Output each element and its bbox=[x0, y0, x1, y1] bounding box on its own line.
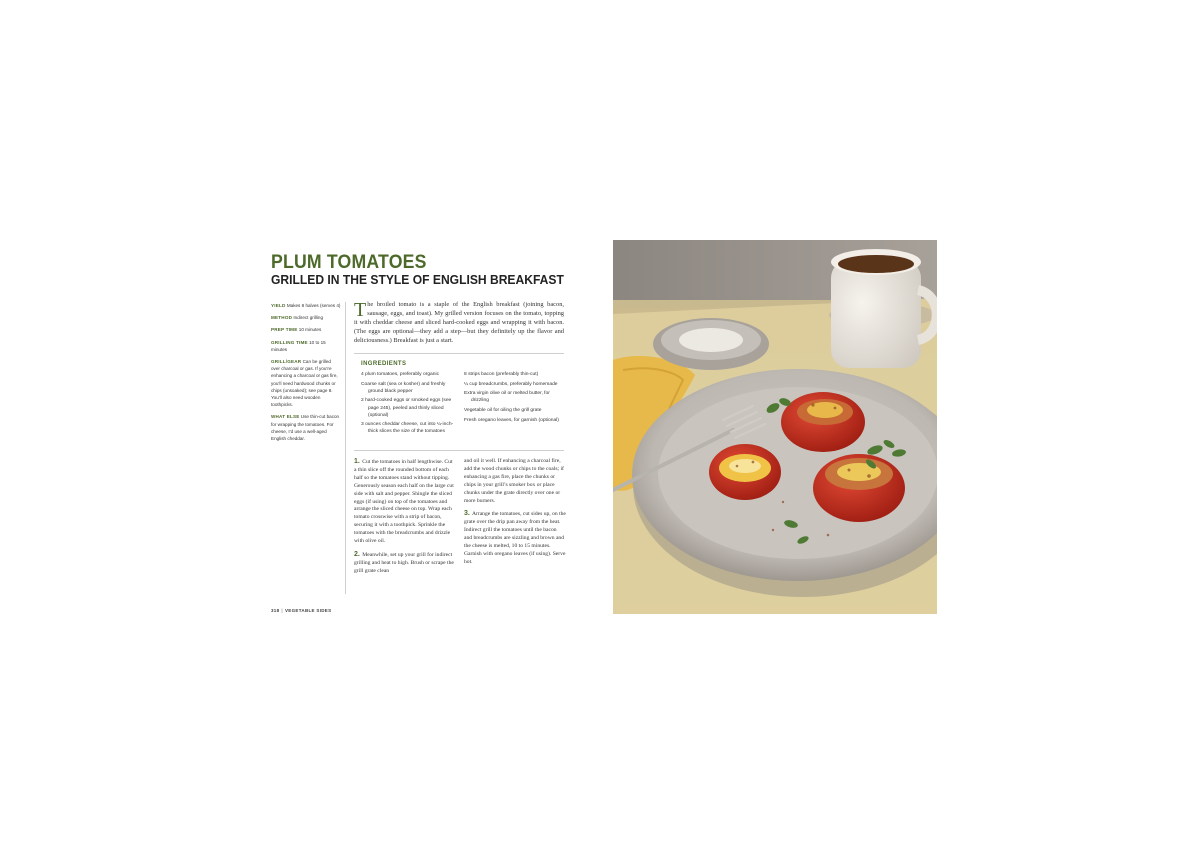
ingredients-heading: INGREDIENTS bbox=[361, 361, 407, 367]
recipe-sidebar bbox=[271, 302, 341, 447]
grilling-time-info bbox=[271, 339, 341, 353]
intro-paragraph bbox=[354, 301, 564, 346]
ingredients-divider bbox=[354, 450, 564, 451]
column-divider bbox=[345, 302, 346, 594]
what-else-label: WHAT ELSE bbox=[271, 414, 300, 420]
instruction-step-1 bbox=[354, 458, 456, 546]
prep-time-info bbox=[271, 326, 341, 333]
ingredient-item: Vegetable oil for oiling the grill grate bbox=[464, 408, 542, 414]
ingredient-item: 3 ounces cheddar cheese, cut into ¼-inch-thick slices the size of the tomatoes bbox=[361, 422, 454, 435]
ingredient-item: Fresh oregano leaves, for garnish (optional) bbox=[464, 417, 559, 423]
ingredient-item: Extra virgin olive oil or melted butter, for drizzling bbox=[464, 391, 550, 404]
grill-gear-info bbox=[271, 358, 341, 408]
step-text: and oil it well. If enhancing a charcoal fire, add the wood chunks or chips to the coals; if enhancing a gas fire, place the chunks or chips in your grill’s smoker box or place chunks under the grate directly over one or more burners. bbox=[464, 458, 564, 504]
ingredients-left-column bbox=[361, 371, 459, 438]
method-value: Indirect grilling bbox=[293, 315, 324, 321]
ingredient-item: ¼ cup breadcrumbs, preferably homemade bbox=[464, 381, 558, 387]
yield-label: YIELD bbox=[271, 303, 286, 308]
step-number: 2. bbox=[354, 550, 360, 558]
method-label: METHOD bbox=[271, 315, 293, 321]
page-footer bbox=[271, 608, 331, 613]
ingredients-right-column bbox=[464, 371, 562, 427]
ingredient-item: 4 plum tomatoes, preferably organic bbox=[361, 372, 440, 377]
grilling-time-label: GRILLING TIME bbox=[271, 339, 308, 345]
ingredient-item: 8 strips bacon (preferably thin-cut) bbox=[464, 372, 539, 377]
step-text: Meanwhile, set up your grill for indirect grilling and heat to high. Brush or scrape the grill grate clean bbox=[354, 551, 454, 574]
method-info bbox=[271, 314, 341, 321]
grill-gear-value: Can be grilled over charcoal or gas. If you’re enhancing a charcoal or gas fire, you’ll need hardwood chunks or chips (unsoaked); see page 8. You’ll also need wooden toothpicks. bbox=[271, 359, 338, 408]
prep-time-value: 10 minutes bbox=[298, 327, 322, 333]
yield-value: Makes 8 halves (serves 4) bbox=[286, 303, 341, 308]
instructions-left-column bbox=[354, 458, 456, 581]
step-text: Arrange the tomatoes, cut sides up, on the grate over the drip pan away from the heat. Indirect grill the tomatoes until the bacon and breadcrumbs are sizzling and brown and the cheese is melted, 10 to 15 minutes. Garnish with oregano leaves (if using). Serve hot. bbox=[464, 511, 566, 565]
step-number: 1. bbox=[354, 458, 360, 465]
footer-separator: | bbox=[281, 608, 283, 613]
instruction-step-2-continued bbox=[464, 458, 566, 505]
what-else-info bbox=[271, 413, 341, 442]
step-text: Cut the tomatoes in half lengthwise. Cut a thin slice off the rounded bottom of each half so the tomatoes stand without tipping. Generously season each half on the large cut side with salt and pepper. Shingle the sliced eggs (if using) on top of the tomatoes and arrange the sliced cheese on top. Wrap each tomato crosswise with a strip of bacon, securing it with a toothpick. Sprinkle the tomatoes with the breadcrumbs and drizzle with olive oil. bbox=[354, 459, 454, 545]
recipe-title: PLUM TOMATOES bbox=[271, 252, 427, 273]
page-number: 318 bbox=[271, 608, 280, 613]
drop-cap: T bbox=[354, 299, 367, 321]
recipe-subtitle: GRILLED IN THE STYLE OF ENGLISH BREAKFAST bbox=[271, 272, 564, 287]
ingredient-item: 2 hard-cooked eggs or smoked eggs (see page 245), peeled and thinly sliced (optional) bbox=[361, 398, 452, 418]
recipe-photo-illustration bbox=[613, 240, 937, 614]
instructions-right-column bbox=[464, 458, 566, 572]
step-number: 3. bbox=[464, 510, 470, 518]
instruction-step-2 bbox=[354, 551, 456, 576]
intro-divider bbox=[354, 353, 564, 354]
yield-info bbox=[271, 302, 341, 309]
instruction-step-3 bbox=[464, 510, 566, 566]
recipe-photo bbox=[613, 240, 937, 614]
section-name: VEGETABLE SIDES bbox=[284, 608, 332, 613]
grilling-time-value: 10 to 15 minutes bbox=[271, 339, 326, 352]
grill-gear-label: GRILL/GEAR bbox=[271, 359, 302, 365]
prep-time-label: PREP TIME bbox=[271, 327, 298, 333]
ingredient-item: Coarse salt (sea or kosher) and freshly ground black pepper bbox=[361, 381, 446, 394]
intro-text: he broiled tomato is a staple of the English breakfast (joining bacon, sausage, eggs, and toast). My grilled version focuses on the tomato, topping it with cheddar cheese and sliced hard-cooked eggs and wrapping it with bacon. (The eggs are optional—they add a step—but they definitely up the flavor and deliciousness.) Breakfast is just a start. bbox=[354, 301, 564, 344]
what-else-value: Use thin-cut bacon for wrapping the tomatoes. For cheese, I’d use a well-aged English cheddar. bbox=[271, 414, 340, 442]
